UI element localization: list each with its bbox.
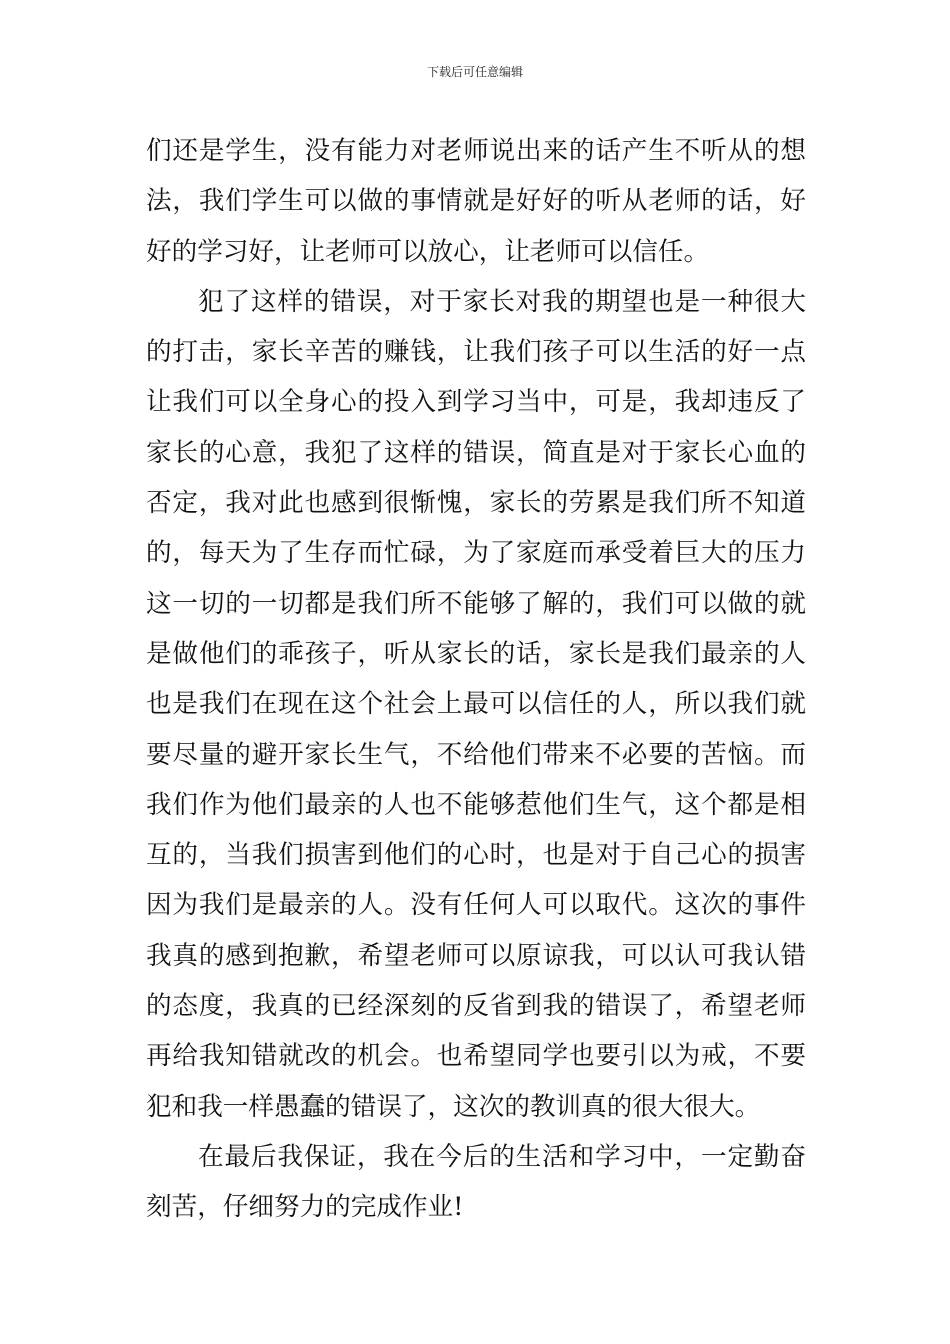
paragraph-line: 我们作为他们最亲的人也不能够惹他们生气，这个都是相 xyxy=(146,789,806,820)
paragraph-line: 家长的心意，我犯了这样的错误，简直是对于家长心血的 xyxy=(146,437,806,468)
paragraph-line: 在最后我保证，我在今后的生活和学习中，一定勤奋 xyxy=(198,1141,806,1172)
paragraph-line: 是做他们的乖孩子，听从家长的话，家长是我们最亲的人 xyxy=(146,638,806,669)
page-header: 下载后可任意编辑 xyxy=(426,65,523,79)
paragraph-line: 犯了这样的错误，对于家长对我的期望也是一种很大 xyxy=(198,286,806,317)
paragraph-line: 的打击，家长辛苦的赚钱，让我们孩子可以生活的好一点 xyxy=(146,337,806,368)
paragraph-line: 因为我们是最亲的人。没有任何人可以取代。这次的事件 xyxy=(146,890,806,921)
paragraph-line: 也是我们在现在这个社会上最可以信任的人，所以我们就 xyxy=(146,689,806,720)
paragraph-line: 这一切的一切都是我们所不能够了解的，我们可以做的就 xyxy=(146,588,806,619)
paragraph-line: 互的，当我们损害到他们的心时，也是对于自己心的损害 xyxy=(146,840,806,871)
paragraph-line: 刻苦，仔细努力的完成作业! xyxy=(146,1192,464,1223)
paragraph-line: 否定，我对此也感到很惭愧，家长的劳累是我们所不知道 xyxy=(146,488,806,519)
paragraph-line: 们还是学生，没有能力对老师说出来的话产生不听从的想 xyxy=(146,136,806,166)
paragraph-line: 让我们可以全身心的投入到学习当中，可是，我却违反了 xyxy=(146,387,806,418)
document-body xyxy=(146,126,806,1233)
paragraph-line: 再给我知错就改的机会。也希望同学也要引以为戒，不要 xyxy=(146,1041,806,1072)
paragraph-line: 的，每天为了生存而忙碌，为了家庭而承受着巨大的压力 xyxy=(146,538,806,569)
paragraph-line: 的态度，我真的已经深刻的反省到我的错误了，希望老师 xyxy=(146,991,806,1022)
paragraph-line: 犯和我一样愚蠢的错误了，这次的教训真的很大很大。 xyxy=(146,1091,761,1122)
paragraph-line: 法，我们学生可以做的事情就是好好的听从老师的话，好 xyxy=(146,186,806,217)
paragraph-line: 好的学习好，让老师可以放心，让老师可以信任。 xyxy=(146,236,710,267)
paragraph-line: 要尽量的避开家长生气，不给他们带来不必要的苦恼。而 xyxy=(146,739,806,770)
paragraph-line: 我真的感到抱歉，希望老师可以原谅我，可以认可我认错 xyxy=(146,940,806,971)
